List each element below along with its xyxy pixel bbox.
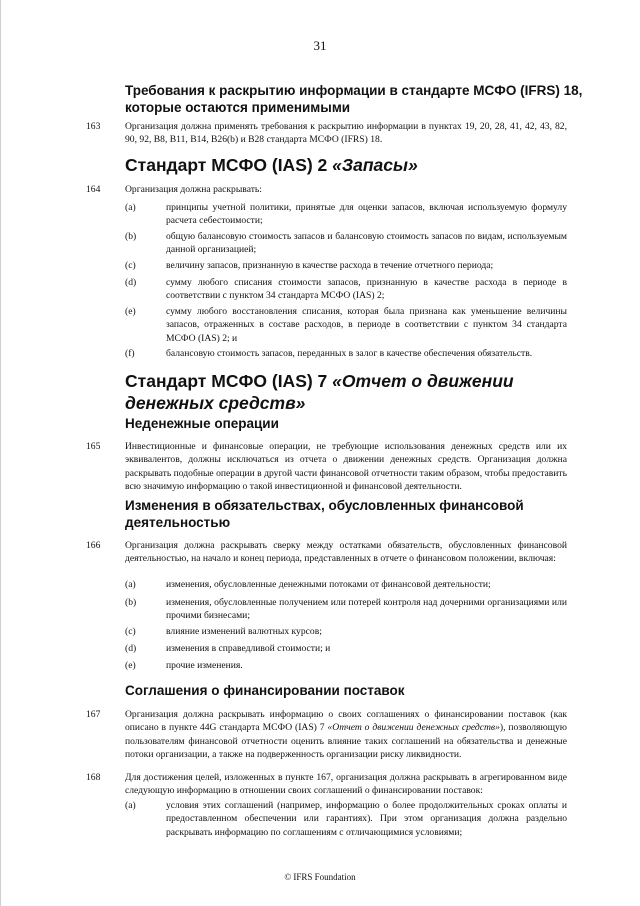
list-label: (b) xyxy=(125,597,137,608)
paragraph-number-165: 165 xyxy=(86,441,101,452)
paragraph-number-166: 166 xyxy=(86,540,101,551)
list-item: влияние изменений валютных курсов; xyxy=(166,626,322,637)
list-label: (c) xyxy=(125,260,136,271)
list-item: величину запасов, признанную в качестве расхода в течение отчетного периода; xyxy=(166,260,494,271)
heading-ifrs18: Требования к раскрытию информации в стандарте МСФО (IFRS) 18, которые остаются применимыми xyxy=(125,83,583,115)
heading-ias7-prefix: Стандарт МСФО (IAS) 7 xyxy=(125,371,333,391)
paragraph-163: Организация должна применять требования к раскрытию информации в пунктах 19, 20, 28, 41, 42, 43, 82, 90, 92, B8, B11, B14, B26(b) и B28 стандарта МСФО (IFRS) 18. xyxy=(125,121,567,146)
list-label: (c) xyxy=(125,626,136,637)
list-label: (e) xyxy=(125,306,136,317)
list-item: общую балансовую стоимость запасов и балансовую стоимость запасов по видам, используемым данной организацией; xyxy=(166,231,567,256)
paragraph-167-part2: ), позволяющую пользователям финансовой отчетности оценить влияние таких соглашений на обязательства и денежные потоки организации, а также на подверженность организации риску ликвидности. xyxy=(125,722,567,761)
list-item: принципы учетной политики, принятые для оценки запасов, включая используемую формулу расчета себестоимости; xyxy=(166,202,567,227)
list-label: (a) xyxy=(125,800,136,811)
paragraph-number-164: 164 xyxy=(86,184,101,195)
list-item: изменения, обусловленные денежными потоками от финансовой деятельности; xyxy=(166,579,491,590)
heading-noncash: Неденежные операции xyxy=(125,416,279,431)
list-item: сумму любого списания стоимости запасов, признанную в качестве расхода в периоде в соответствии с пунктом 34 стандарта МСФО (IAS) 2; xyxy=(166,277,567,302)
list-item: прочие изменения. xyxy=(166,660,243,671)
list-item: условия этих соглашений (например, информацию о более продолжительных сроках оплаты и предоставленном обеспечении или гарантиях). При этом организация должна раздельно раскрывать информацию по соглашениям с отличающимися условиями; xyxy=(166,800,567,838)
list-label: (a) xyxy=(125,579,136,590)
paragraph-167-part1: Организация должна раскрывать информацию о своих соглашениях о финансировании поставок (как описано в пункте 44G стандарта МСФО (IAS) 7 xyxy=(125,709,567,734)
paragraph-167 xyxy=(125,708,567,762)
list-item: балансовую стоимость запасов, переданных в залог в качестве обеспечения обязательств. xyxy=(166,348,533,359)
heading-ias2-prefix: Стандарт МСФО (IAS) 2 xyxy=(125,155,333,175)
list-label: (d) xyxy=(125,643,137,654)
paragraph-168: Для достижения целей, изложенных в пункте 167, организация должна раскрывать в агрегированном виде следующую информацию в отношении своих соглашений о финансировании поставок: xyxy=(125,772,567,797)
list-item: сумму любого восстановления списания, которая была признана как уменьшение величины запасов, отраженных в составе расходов, в периоде в соответствии с пунктом 34 стандарта МСФО (IAS) 2; и xyxy=(166,306,567,344)
heading-liabilities: Изменения в обязательствах, обусловленных финансовой деятельностью xyxy=(125,498,524,530)
heading-ias2 xyxy=(125,154,595,176)
list-label: (d) xyxy=(125,277,137,288)
footer-copyright: © IFRS Foundation xyxy=(284,872,356,882)
list-item: изменения в справедливой стоимости; и xyxy=(166,643,331,654)
paragraph-166: Организация должна раскрывать сверку между остатками обязательств, обусловленных финансовой деятельностью, на начало и конец периода, представленных в отчете о финансовом положении, включая: xyxy=(125,540,567,565)
list-label: (a) xyxy=(125,202,136,213)
list-label: (e) xyxy=(125,660,136,671)
paragraph-164: Организация должна раскрывать: xyxy=(125,184,262,195)
page-edge xyxy=(0,0,1,906)
heading-supplier-finance: Соглашения о финансировании поставок xyxy=(125,683,405,698)
paragraph-167-italic: «Отчет о движении денежных средств» xyxy=(327,722,500,734)
list-label: (b) xyxy=(125,231,137,242)
paragraph-number-163: 163 xyxy=(86,121,101,132)
page-number: 31 xyxy=(313,38,327,53)
heading-ias2-title: «Запасы» xyxy=(332,155,418,175)
list-item: изменения, обусловленные получением или потерей контроля над дочерними организациями или прочими бизнесами; xyxy=(166,597,567,622)
paragraph-number-167: 167 xyxy=(86,709,101,720)
paragraph-165: Инвестиционные и финансовые операции, не требующие использования денежных средств или их эквивалентов, должны исключаться из отчета о движении денежных средств. Организация должна раскрывать подобные операции в другой части финансовой отчетности таким образом, чтобы предоставить всю значимую информацию о такой инвестиционной и финансовой деятельности. xyxy=(125,441,567,493)
list-label: (f) xyxy=(125,348,135,359)
paragraph-number-168: 168 xyxy=(86,772,101,783)
heading-ias7-title: «Отчет о движении денежных средств» xyxy=(125,371,514,413)
heading-ias7 xyxy=(125,370,545,414)
